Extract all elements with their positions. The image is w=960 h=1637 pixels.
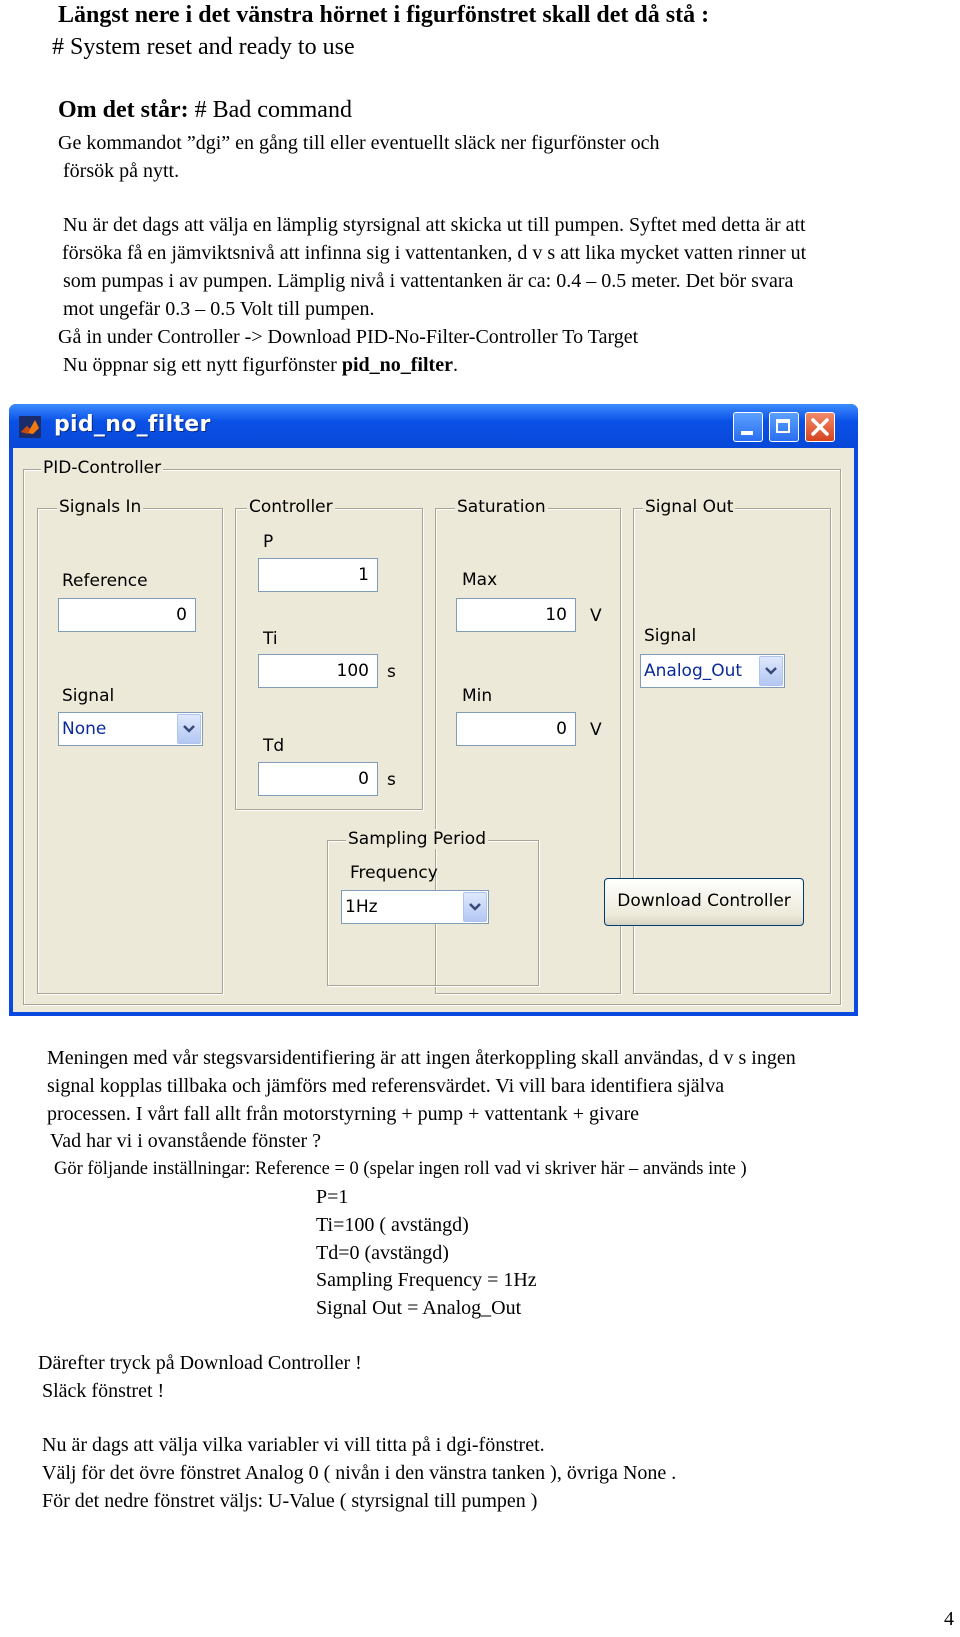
td-label: Td xyxy=(263,736,285,756)
maximize-button[interactable] xyxy=(769,412,799,442)
sampling-period-title: Sampling Period xyxy=(348,829,486,849)
bad-command-value: # Bad command xyxy=(194,97,352,123)
setting-frequency: Sampling Frequency = 1Hz xyxy=(316,1269,537,1291)
minimize-icon xyxy=(741,431,753,435)
td-unit: s xyxy=(387,770,396,790)
ti-unit: s xyxy=(387,662,396,682)
chevron-down-icon xyxy=(464,893,486,921)
frequency-value: 1Hz xyxy=(345,897,378,917)
frequency-label: Frequency xyxy=(350,863,438,883)
min-label: Min xyxy=(462,686,493,706)
status-ok-text: # System reset and ready to use xyxy=(52,34,355,60)
max-input[interactable]: 10 xyxy=(456,598,576,632)
paragraph-1-line-1: Nu är det dags att välja en lämplig styrsignal att skicka ut till pumpen. Syftet med detta är att xyxy=(63,214,806,236)
bad-command-prefix: Om det står: xyxy=(58,97,189,123)
variables-line-1: Nu är dags att välja vilka variabler vi vill titta på i dgi-fönstret. xyxy=(42,1434,545,1456)
signals-in-signal-label: Signal xyxy=(62,686,115,706)
signal-out-select[interactable] xyxy=(640,654,785,688)
frequency-select[interactable] xyxy=(341,890,489,924)
signal-out-title: Signal Out xyxy=(645,497,734,517)
signal-out-label: Signal xyxy=(644,626,697,646)
close-button[interactable] xyxy=(805,412,835,442)
window-client-area xyxy=(13,448,854,1012)
dropdown-button[interactable] xyxy=(463,892,487,922)
heading: Längst nere i det vänstra hörnet i figurfönstret skall det då stå : xyxy=(58,2,710,28)
max-unit: V xyxy=(590,606,602,626)
variables-line-2: Välj för det övre fönstret Analog 0 ( nivån i den vänstra tanken ), övriga None . xyxy=(42,1462,677,1484)
close-icon xyxy=(806,413,834,441)
page-number: 4 xyxy=(944,1608,954,1630)
min-input[interactable]: 0 xyxy=(456,712,576,746)
min-unit: V xyxy=(590,720,602,740)
paragraph-1-line-2: försöka få en jämviktsnivå att infinna sig i vattentanken, d v s att lika mycket vatten rinner ut xyxy=(62,242,807,264)
ti-label: Ti xyxy=(263,629,278,649)
outro-line-3: processen. I vårt fall allt från motorstyrning + pump + vattentank + givare xyxy=(47,1103,640,1125)
setting-ti: Ti=100 ( avstängd) xyxy=(316,1214,469,1236)
minimize-button[interactable] xyxy=(733,412,763,442)
outro-line-1: Meningen med vår stegsvarsidentifiering är att ingen återkoppling skall användas, d v s ingen xyxy=(47,1047,796,1069)
after-line-1: Därefter tryck på Download Controller ! xyxy=(38,1352,362,1374)
chevron-down-icon xyxy=(178,715,200,743)
paragraph-2-prefix: Nu öppnar sig ett nytt figurfönster xyxy=(63,354,342,376)
max-label: Max xyxy=(462,570,498,590)
bad-command-help-2: försök på nytt. xyxy=(63,160,180,182)
saturation-title: Saturation xyxy=(457,497,546,517)
signals-in-signal-select[interactable] xyxy=(58,712,203,746)
p-label: P xyxy=(263,532,274,552)
title-bar[interactable] xyxy=(9,404,858,448)
pid-no-filter-window xyxy=(9,404,858,1016)
matlab-icon xyxy=(19,416,41,438)
outro-line-2: signal kopplas tillbaka och jämförs med referensvärdet. Vi vill bara identifiera själva xyxy=(47,1075,725,1097)
window-title: pid_no_filter xyxy=(54,412,211,437)
variables-line-3: För det nedre fönstret väljs: U-Value ( styrsignal till pumpen ) xyxy=(42,1490,538,1512)
settings-intro: Gör följande inställningar: Reference = 0 (spelar ingen roll vad vi skriver här – används inte ) xyxy=(54,1159,747,1179)
window-name-bold: pid_no_filter xyxy=(341,354,453,376)
bad-command-help-1: Ge kommandot ”dgi” en gång till eller eventuellt släck ner figurfönster och xyxy=(58,132,660,154)
setting-signal-out: Signal Out = Analog_Out xyxy=(316,1297,522,1319)
controller-title: Controller xyxy=(249,497,333,517)
p-input[interactable]: 1 xyxy=(258,558,378,592)
ti-input[interactable]: 100 xyxy=(258,654,378,688)
outro-line-4: Vad har vi i ovanstående fönster ? xyxy=(50,1130,322,1152)
paragraph-2-line-1: Gå in under Controller -> Download PID-No-Filter-Controller To Target xyxy=(58,326,639,348)
signals-in-title: Signals In xyxy=(59,497,142,517)
paragraph-1-line-4: mot ungefär 0.3 – 0.5 Volt till pumpen. xyxy=(63,298,375,320)
maximize-icon xyxy=(776,419,790,433)
reference-label: Reference xyxy=(62,571,148,591)
dropdown-button[interactable] xyxy=(177,714,201,744)
chevron-down-icon xyxy=(760,657,782,685)
signal-out-value: Analog_Out xyxy=(644,661,743,681)
signals-in-signal-value: None xyxy=(62,719,107,739)
bad-command-line xyxy=(58,97,352,124)
pid-controller-title: PID-Controller xyxy=(43,458,162,478)
paragraph-2-suffix: . xyxy=(452,354,458,376)
td-input[interactable]: 0 xyxy=(258,762,378,796)
paragraph-2-line-2 xyxy=(63,354,458,377)
after-line-2: Släck fönstret ! xyxy=(42,1380,165,1402)
dropdown-button[interactable] xyxy=(759,656,783,686)
paragraph-1-line-3: som pumpas i av pumpen. Lämplig nivå i vattentanken är ca: 0.4 – 0.5 meter. Det bör svara xyxy=(63,270,794,292)
reference-input[interactable]: 0 xyxy=(58,598,196,632)
setting-td: Td=0 (avstängd) xyxy=(316,1242,449,1264)
setting-p: P=1 xyxy=(316,1186,349,1208)
download-controller-button[interactable]: Download Controller xyxy=(604,878,804,926)
